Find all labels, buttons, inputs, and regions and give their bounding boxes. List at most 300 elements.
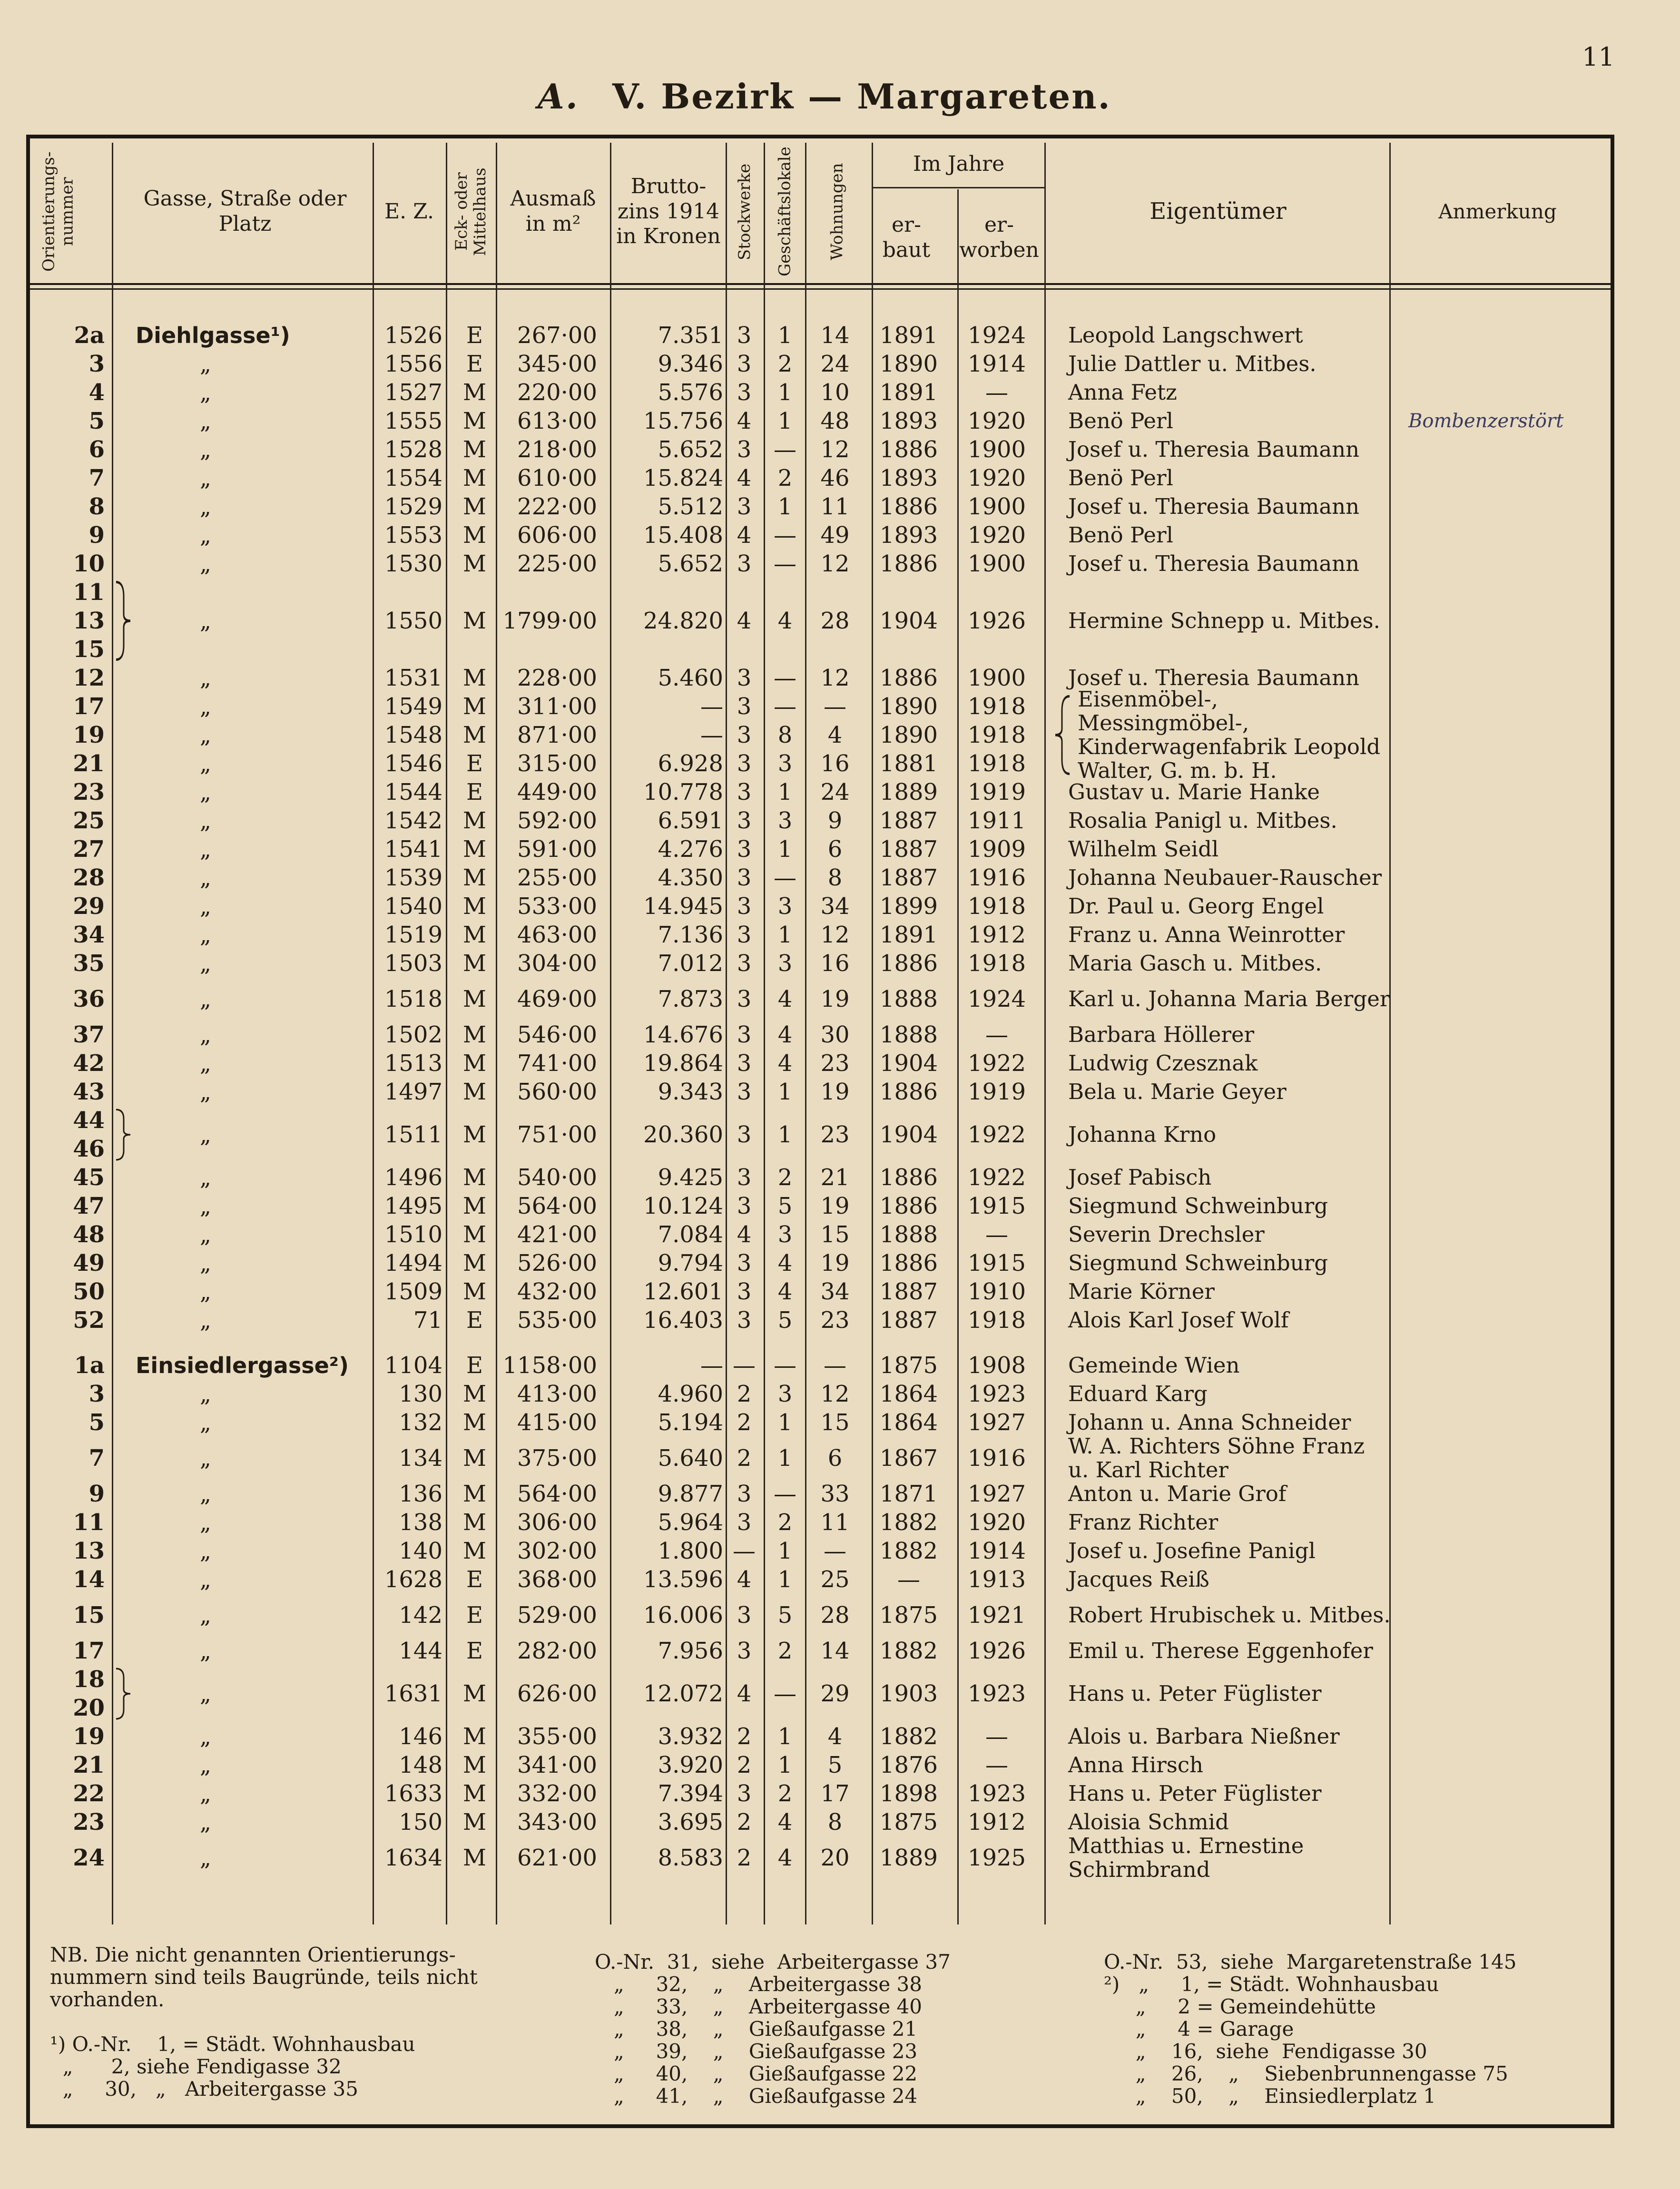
zins-cell: 16.403 (643, 1307, 723, 1334)
ez-cell: 71 (413, 1307, 442, 1334)
wohnungen-cell: 48 (820, 408, 850, 434)
geschaeft-cell: 8 (777, 722, 793, 748)
table-row (0, 978, 1680, 1021)
stockwerke-cell: 2 (737, 1409, 752, 1436)
ez-cell: 146 (399, 1723, 442, 1750)
onr-cell: 48 (73, 1221, 105, 1248)
zins-cell: 3.932 (658, 1723, 723, 1750)
header-im-jahre: Im Jahre (913, 151, 1005, 176)
onr-cell: 42 (73, 1050, 105, 1077)
erworben-cell: 1910 (967, 1278, 1026, 1305)
ausmass-cell: 751·00 (517, 1121, 597, 1148)
erworben-cell: 1918 (967, 1307, 1026, 1334)
zins-cell: 7.394 (658, 1780, 723, 1807)
erworben-cell: 1916 (967, 864, 1026, 891)
wohnungen-cell: 49 (820, 522, 850, 549)
erworben-cell: 1922 (967, 1050, 1026, 1077)
table-row (0, 435, 1680, 464)
erworben-cell: 1915 (967, 1193, 1026, 1219)
stockwerke-cell: 3 (737, 550, 752, 577)
wohnungen-cell: — (824, 693, 846, 720)
onr-cell: 19 (73, 722, 105, 748)
table-row (0, 864, 1680, 892)
owner-cell: Marie Körner (1068, 1279, 1215, 1304)
erworben-cell: 1920 (967, 465, 1026, 491)
erworben-cell: 1900 (967, 550, 1026, 577)
geschaeft-cell: 5 (777, 1193, 793, 1219)
owner-cell: Robert Hrubischek u. Mitbes. (1068, 1602, 1391, 1628)
geschaeft-cell: 4 (777, 1809, 793, 1836)
table-row (0, 1277, 1680, 1306)
table-row (0, 1433, 1680, 1482)
onr-cell: 1a (74, 1352, 105, 1379)
street-cell: „ (200, 1638, 211, 1664)
erbaut-cell: 1886 (879, 665, 938, 691)
erbaut-cell: 1886 (879, 1079, 938, 1105)
stockwerke-cell: — (733, 1538, 756, 1564)
wohnungen-cell: 10 (820, 379, 850, 406)
ez-cell: 1539 (384, 864, 442, 891)
zins-cell: 3.695 (658, 1809, 723, 1836)
ez-cell: 1509 (384, 1278, 442, 1305)
ausmass-cell: 449·00 (517, 779, 597, 805)
owner-cell: Dr. Paul u. Georg Engel (1068, 893, 1324, 919)
erworben-cell: 1924 (967, 322, 1026, 349)
street-cell: „ (200, 437, 211, 462)
geschaeft-cell: 2 (777, 1164, 793, 1191)
zins-cell: 16.006 (643, 1602, 723, 1629)
wohnungen-cell: 19 (820, 1193, 850, 1219)
zins-cell: 14.676 (643, 1021, 723, 1048)
stockwerke-cell: 3 (737, 493, 752, 520)
ausmass-cell: 225·00 (517, 550, 597, 577)
stockwerke-cell: 3 (737, 693, 752, 720)
erbaut-cell: 1890 (879, 351, 938, 377)
onr-cell: 37 (73, 1021, 105, 1048)
eck-cell: M (462, 950, 487, 977)
footnotes-right: O.-Nr. 53, siehe Margaretenstraße 145 ²) „ 1, = Städt. Wohnhausbau „ 2 = Gemeindehütte „ 4 = Garage „ 16, siehe Fendigasse 30 „ 26, „ Siebenbrunnengasse 75 „ 50, „ Einsiedlerplatz 1 (1104, 1950, 1517, 2108)
table-row (0, 1722, 1680, 1751)
footnotes-middle: O.-Nr. 31, siehe Arbeitergasse 37 „ 32, „ Arbeitergasse 38 „ 33, „ Arbeitergasse 40 „ 38, „ Gießaufgasse 21 „ 39, „ Gießaufgasse 23 „ 40, „ Gießaufgasse 22 „ 41, „ Gießaufgasse 24 (595, 1950, 951, 2108)
table-row (0, 806, 1680, 835)
zins-cell: 10.124 (643, 1193, 723, 1219)
ausmass-cell: 432·00 (517, 1278, 597, 1305)
zins-cell: 19.864 (643, 1050, 723, 1077)
wohnungen-cell: 19 (820, 986, 850, 1012)
stockwerke-cell: 4 (737, 1566, 752, 1593)
table-row (0, 1537, 1680, 1565)
erworben-cell: 1923 (967, 1680, 1026, 1707)
table-row (0, 1021, 1680, 1049)
ez-cell: 1494 (384, 1250, 442, 1276)
wohnungen-cell: 19 (820, 1079, 850, 1105)
onr-cell: 44 46 (73, 1107, 105, 1162)
erworben-cell: 1920 (967, 1509, 1026, 1536)
wohnungen-cell: — (824, 1352, 846, 1379)
owner-cell: Severin Drechsler (1068, 1222, 1265, 1247)
stockwerke-cell: 2 (737, 1445, 752, 1472)
erworben-cell: — (985, 1221, 1008, 1248)
zins-cell: 12.072 (643, 1680, 723, 1707)
wohnungen-cell: 34 (820, 1278, 850, 1305)
wohnungen-cell: 28 (820, 1602, 850, 1629)
erworben-cell: 1911 (967, 807, 1026, 834)
table-row (0, 1751, 1680, 1779)
geschaeft-cell: — (774, 436, 796, 463)
erworben-cell: 1922 (967, 1164, 1026, 1191)
owner-cell: Jacques Reiß (1068, 1567, 1209, 1592)
stockwerke-cell: 3 (737, 1021, 752, 1048)
street-cell: „ (200, 1445, 211, 1471)
erworben-cell: 1918 (967, 722, 1026, 748)
ez-cell: 1502 (384, 1021, 442, 1048)
table-row (0, 749, 1680, 778)
ez-cell: 150 (399, 1809, 442, 1836)
erbaut-cell: 1888 (879, 986, 938, 1012)
eck-cell: M (462, 1278, 487, 1305)
ausmass-cell: 606·00 (517, 522, 597, 549)
ausmass-cell: 526·00 (517, 1250, 597, 1276)
ez-cell: 136 (399, 1481, 442, 1507)
eck-cell: E (466, 1602, 483, 1629)
street-cell: „ (200, 1845, 211, 1871)
geschaeft-cell: 1 (777, 836, 793, 863)
street-cell: „ (200, 551, 211, 577)
erbaut-cell: 1886 (879, 493, 938, 520)
section-letter: A. (538, 76, 579, 117)
zins-cell: 9.346 (658, 351, 723, 377)
geschaeft-cell: 3 (777, 893, 793, 920)
onr-cell: 49 (73, 1250, 105, 1276)
street-cell: „ (200, 1602, 211, 1628)
ez-cell: 144 (399, 1638, 442, 1664)
eck-cell: M (462, 550, 487, 577)
erworben-cell: 1918 (967, 693, 1026, 720)
onr-cell: 25 (73, 807, 105, 834)
owner-cell: Hans u. Peter Füglister (1068, 1681, 1322, 1706)
street-cell: „ (200, 380, 211, 405)
geschaeft-cell: 1 (777, 1566, 793, 1593)
street-cell: „ (200, 1781, 211, 1806)
erbaut-cell: 1904 (879, 1121, 938, 1148)
table-row (0, 1565, 1680, 1594)
ez-cell: 1495 (384, 1193, 442, 1219)
erbaut-cell: 1875 (879, 1602, 938, 1629)
zins-cell: 4.350 (658, 864, 723, 891)
zins-cell: 7.351 (658, 322, 723, 349)
geschaeft-cell: 2 (777, 351, 793, 377)
ez-cell: 132 (399, 1409, 442, 1436)
erworben-cell: 1922 (967, 1121, 1026, 1148)
erbaut-cell: 1875 (879, 1809, 938, 1836)
owner-cell: Emil u. Therese Eggenhofer (1068, 1638, 1373, 1663)
table-row (0, 1665, 1680, 1722)
stockwerke-cell: 3 (737, 893, 752, 920)
street-cell: „ (200, 1022, 211, 1048)
eck-cell: E (466, 351, 483, 377)
ausmass-cell: 355·00 (517, 1723, 597, 1750)
street-cell: „ (200, 1250, 211, 1276)
street-cell: „ (200, 986, 211, 1012)
zins-cell: 7.873 (658, 986, 723, 1012)
erbaut-cell: 1903 (879, 1680, 938, 1707)
erbaut-cell: 1889 (879, 779, 938, 805)
wohnungen-cell: 9 (827, 807, 843, 834)
erbaut-cell: 1893 (879, 522, 938, 549)
owner-cell: W. A. Richters Söhne Franz u. Karl Richter (1068, 1433, 1365, 1482)
zins-cell: 8.583 (658, 1845, 723, 1871)
erbaut-cell: 1886 (879, 1164, 938, 1191)
erbaut-cell: 1904 (879, 608, 938, 634)
table-row (0, 1220, 1680, 1249)
ez-cell: 1631 (384, 1680, 442, 1707)
erworben-cell: 1912 (967, 922, 1026, 948)
owner-cell: Siegmund Schweinburg (1068, 1250, 1328, 1276)
ausmass-cell: 228·00 (517, 665, 597, 691)
ez-cell: 1497 (384, 1079, 442, 1105)
ez-cell: 148 (399, 1752, 442, 1778)
erbaut-cell: 1904 (879, 1050, 938, 1077)
geschaeft-cell: 4 (777, 1845, 793, 1871)
street-cell: „ (200, 836, 211, 862)
ez-cell: 142 (399, 1602, 442, 1629)
street-cell: „ (200, 722, 211, 748)
erworben-cell: 1909 (967, 836, 1026, 863)
onr-cell: 17 (73, 1638, 105, 1664)
stockwerke-cell: 4 (737, 522, 752, 549)
street-cell: „ (200, 522, 211, 548)
onr-cell: 29 (73, 893, 105, 920)
wohnungen-cell: 5 (827, 1752, 843, 1778)
header-anmerkung: Anmerkung (1438, 199, 1557, 223)
geschaeft-cell: 3 (777, 807, 793, 834)
street-cell: „ (200, 1050, 211, 1076)
geschaeft-cell: 1 (777, 1445, 793, 1472)
zins-cell: 14.945 (643, 893, 723, 920)
owner-cell: Leopold Langschwert (1068, 323, 1303, 348)
wohnungen-cell: 8 (827, 1809, 843, 1836)
eck-cell: M (462, 693, 487, 720)
onr-cell: 21 (73, 750, 105, 777)
table-row (0, 1779, 1680, 1808)
wohnungen-cell: 15 (820, 1409, 850, 1436)
erworben-cell: 1927 (967, 1409, 1026, 1436)
brace-icon (114, 1668, 133, 1720)
erworben-cell: 1913 (967, 1566, 1026, 1593)
header-geschaeftslokale: Geschäftslokale (775, 147, 795, 277)
erbaut-cell: 1882 (879, 1638, 938, 1664)
ez-cell: 1510 (384, 1221, 442, 1248)
ausmass-cell: 421·00 (517, 1221, 597, 1248)
zins-cell: 12.601 (643, 1278, 723, 1305)
wohnungen-cell: 16 (820, 950, 850, 977)
street-cell: „ (200, 1193, 211, 1219)
ez-cell: 1633 (384, 1780, 442, 1807)
wohnungen-cell: 23 (820, 1121, 850, 1148)
ez-cell: 138 (399, 1509, 442, 1536)
erbaut-cell: 1890 (879, 722, 938, 748)
owner-cell: Matthias u. Ernestine Schirmbrand (1068, 1833, 1304, 1882)
ez-cell: 1503 (384, 950, 442, 977)
erbaut-cell: 1876 (879, 1752, 938, 1778)
erbaut-cell: 1886 (879, 550, 938, 577)
eck-cell: E (466, 1352, 483, 1379)
erworben-cell: 1918 (967, 893, 1026, 920)
onr-cell: 35 (73, 950, 105, 977)
ez-cell: 1544 (384, 779, 442, 805)
stockwerke-cell: 3 (737, 950, 752, 977)
owner-cell: Julie Dattler u. Mitbes. (1068, 351, 1316, 376)
ausmass-cell: 306·00 (517, 1509, 597, 1536)
title-text: V. Bezirk — Margareten. (612, 76, 1111, 117)
stockwerke-cell: 3 (737, 1193, 752, 1219)
zins-cell: 6.591 (658, 807, 723, 834)
onr-cell: 11 (73, 1509, 105, 1536)
table-row (0, 521, 1680, 550)
stockwerke-cell: 3 (737, 864, 752, 891)
table-row (0, 1808, 1680, 1836)
street-cell: „ (200, 1222, 211, 1247)
stockwerke-cell: 3 (737, 436, 752, 463)
wohnungen-cell: 25 (820, 1566, 850, 1593)
ez-cell: 1553 (384, 522, 442, 549)
table-row (0, 664, 1680, 692)
stockwerke-cell: 4 (737, 1221, 752, 1248)
onr-cell: 4 (88, 379, 105, 406)
zins-cell: 4.276 (658, 836, 723, 863)
wohnungen-cell: 12 (820, 436, 850, 463)
onr-cell: 5 (88, 1409, 105, 1436)
stockwerke-cell: 2 (737, 1809, 752, 1836)
eck-cell: E (466, 779, 483, 805)
erworben-cell: 1920 (967, 522, 1026, 549)
ez-cell: 1540 (384, 893, 442, 920)
owner-cell: Johann u. Anna Schneider (1068, 1410, 1351, 1435)
ez-cell: 1554 (384, 465, 442, 491)
stockwerke-cell: 4 (737, 465, 752, 491)
wohnungen-cell: 28 (820, 608, 850, 634)
ausmass-cell: 413·00 (517, 1381, 597, 1407)
eck-cell: M (462, 1723, 487, 1750)
geschaeft-cell: 1 (777, 1409, 793, 1436)
erworben-cell: 1926 (967, 608, 1026, 634)
onr-cell: 19 (73, 1723, 105, 1750)
erworben-cell: 1919 (967, 1079, 1026, 1105)
erbaut-cell: 1887 (879, 864, 938, 891)
eck-cell: M (462, 1780, 487, 1807)
owner-cell: Anna Fetz (1068, 380, 1177, 405)
erbaut-cell: 1886 (879, 436, 938, 463)
owner-cell: Franz Richter (1068, 1510, 1218, 1535)
table-row (0, 464, 1680, 492)
erworben-cell: 1923 (967, 1381, 1026, 1407)
header-onr: Orientierungs- nummer (39, 151, 77, 272)
wohnungen-cell: 24 (820, 351, 850, 377)
owner-cell: Hans u. Peter Füglister (1068, 1781, 1322, 1806)
onr-cell: 18 20 (73, 1666, 105, 1721)
ausmass-cell: 375·00 (517, 1445, 597, 1472)
wohnungen-cell: 20 (820, 1845, 850, 1871)
eck-cell: M (462, 836, 487, 863)
stockwerke-cell: 4 (737, 1680, 752, 1707)
table-row (0, 1594, 1680, 1637)
owner-cell: Ludwig Czesznak (1068, 1050, 1258, 1076)
ausmass-cell: 304·00 (517, 950, 597, 977)
wohnungen-cell: 29 (820, 1680, 850, 1707)
owner-cell: Siegmund Schweinburg (1068, 1193, 1328, 1218)
erbaut-cell: 1887 (879, 1278, 938, 1305)
onr-cell: 5 (88, 408, 105, 434)
wohnungen-cell: 33 (820, 1481, 850, 1507)
table-row (0, 1833, 1680, 1882)
stockwerke-cell: 2 (737, 1381, 752, 1407)
table-row (0, 1078, 1680, 1106)
erbaut-cell: 1886 (879, 1193, 938, 1219)
ausmass-cell: 564·00 (517, 1193, 597, 1219)
erbaut-cell: 1889 (879, 1845, 938, 1871)
table-row (0, 321, 1680, 350)
eck-cell: M (462, 1164, 487, 1191)
header-ausmass: Ausmaß in m² (510, 187, 596, 236)
street-cell: „ (200, 1752, 211, 1778)
geschaeft-cell: — (774, 1352, 796, 1379)
owner-cell: Karl u. Johanna Maria Berger (1068, 986, 1390, 1011)
eck-cell: M (462, 1050, 487, 1077)
stockwerke-cell: 3 (737, 1050, 752, 1077)
onr-cell: 11 13 15 (73, 579, 105, 663)
ez-cell: 1555 (384, 408, 442, 434)
ez-cell: 1528 (384, 436, 442, 463)
street-cell: „ (200, 1538, 211, 1564)
geschaeft-cell: 1 (777, 779, 793, 805)
wohnungen-cell: 21 (820, 1164, 850, 1191)
header-street: Gasse, Straße oder Platz (143, 187, 347, 236)
erworben-cell: 1900 (967, 493, 1026, 520)
eck-cell: M (462, 893, 487, 920)
stockwerke-cell: 4 (737, 608, 752, 634)
street-cell: „ (200, 1681, 211, 1707)
wohnungen-cell: 15 (820, 1221, 850, 1248)
table-row (0, 1351, 1680, 1380)
wohnungen-cell: 12 (820, 665, 850, 691)
onr-cell: 7 (88, 1445, 105, 1472)
ausmass-cell: 533·00 (517, 893, 597, 920)
eck-cell: M (462, 1481, 487, 1507)
wohnungen-cell: 24 (820, 779, 850, 805)
street-cell: „ (200, 694, 211, 719)
street-cell: „ (200, 779, 211, 805)
stockwerke-cell: 3 (737, 1307, 752, 1334)
wohnungen-cell: 6 (827, 836, 843, 863)
stockwerke-cell: 3 (737, 1638, 752, 1664)
table-row (0, 1480, 1680, 1508)
eck-cell: M (462, 379, 487, 406)
ausmass-cell: 345·00 (517, 351, 597, 377)
zins-cell: 7.084 (658, 1221, 723, 1248)
stockwerke-cell: 3 (737, 1278, 752, 1305)
erbaut-cell: 1888 (879, 1021, 938, 1048)
header-eigentuemer: Eigentümer (1149, 198, 1287, 225)
erworben-cell: 1900 (967, 436, 1026, 463)
zins-cell: 5.652 (658, 436, 723, 463)
ausmass-cell: 282·00 (517, 1638, 597, 1664)
stockwerke-cell: 3 (737, 1780, 752, 1807)
stockwerke-cell: 3 (737, 379, 752, 406)
erbaut-cell: 1882 (879, 1723, 938, 1750)
table-row (0, 1049, 1680, 1078)
street-cell: „ (200, 1567, 211, 1592)
street-cell: „ (200, 1307, 211, 1333)
